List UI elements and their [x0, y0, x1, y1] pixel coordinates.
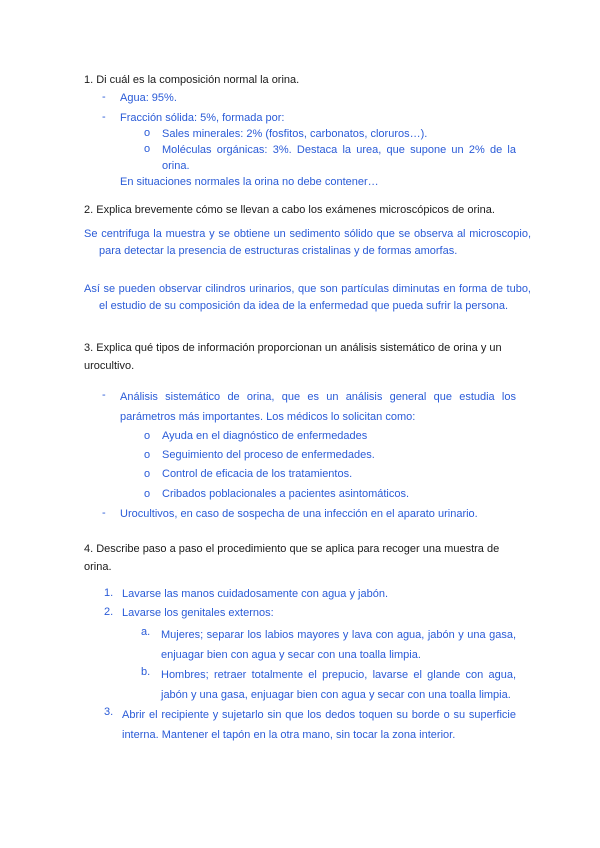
question-2: 2. Explica brevemente cómo se llevan a cabo los exámenes microscópicos de orina. — [84, 204, 495, 216]
dash-bullet: - — [102, 91, 106, 103]
answer-subitem: Ayuda en el diagnóstico de enfermedades — [162, 430, 368, 442]
substep-letter: a. — [141, 626, 151, 638]
answer-item: Fracción sólida: 5%, formada por: — [120, 112, 285, 124]
answer-subitem: Control de eficacia de los tratamientos. — [162, 468, 353, 480]
dash-bullet: - — [102, 389, 106, 401]
step-item: Lavarse los genitales externos: — [122, 607, 274, 619]
answer-paragraph: Así se pueden observar cilindros urinarios, que son partículas diminutas en forma de tubo, el estudio de su composición da idea de la enfermedad que pueda sufrir la persona. — [84, 283, 531, 312]
answer-subitem: Moléculas orgánicas: 3%. Destaca la urea, que supone un 2% de la orina. — [162, 144, 516, 172]
answer-paragraph: Se centrifuga la muestra y se obtiene un sedimento sólido que se observa al microscopio, para detectar la presencia de estructuras cristalinas y de formas amorfas. — [84, 228, 531, 257]
answer-note: En situaciones normales la orina no debe contener… — [120, 176, 379, 188]
circle-bullet: o — [144, 468, 151, 480]
question-3: 3. Explica qué tipos de información proporcionan un análisis sistemático de orina y un urocultivo. — [84, 342, 502, 372]
step-number: 1. — [104, 587, 114, 599]
substep-item: Hombres; retraer totalmente el prepucio, lavarse el glande con agua, jabón y una gasa, enjuagar bien con agua y secar con una toalla limpia. — [161, 669, 516, 701]
step-item: Lavarse las manos cuidadosamente con agua y jabón. — [122, 588, 389, 600]
answer-subitem: Seguimiento del proceso de enfermedades. — [162, 449, 375, 461]
circle-bullet: o — [144, 143, 151, 155]
circle-bullet: o — [144, 127, 151, 139]
step-number: 3. — [104, 706, 114, 718]
substep-letter: b. — [141, 666, 151, 678]
dash-bullet: - — [102, 507, 106, 519]
answer-item: Agua: 95%. — [120, 92, 177, 104]
step-item: Abrir el recipiente y sujetarlo sin que los dedos toquen su borde o su superficie interna. Mantener el tapón en la otra mano, sin tocar la zona interior. — [122, 709, 516, 741]
answer-subitem: Sales minerales: 2% (fosfitos, carbonatos, cloruros…). — [162, 128, 428, 140]
answer-item: Urocultivos, en caso de sospecha de una infección en el aparato urinario. — [120, 508, 478, 520]
circle-bullet: o — [144, 430, 151, 442]
dash-bullet: - — [102, 111, 106, 123]
step-number: 2. — [104, 606, 114, 618]
answer-subitem: Cribados poblacionales a pacientes asintomáticos. — [162, 488, 410, 500]
question-1: 1. Di cuál es la composición normal la orina. — [84, 74, 300, 86]
circle-bullet: o — [144, 449, 151, 461]
answer-item: Análisis sistemático de orina, que es un análisis general que estudia los parámetros más importantes. Los médicos lo solicitan como: — [120, 391, 516, 423]
question-4: 4. Describe paso a paso el procedimiento que se aplica para recoger una muestra de orina. — [84, 543, 500, 573]
substep-item: Mujeres; separar los labios mayores y lava con agua, jabón y una gasa, enjuagar bien con agua y secar con una toalla limpia. — [161, 629, 516, 661]
circle-bullet: o — [144, 488, 151, 500]
